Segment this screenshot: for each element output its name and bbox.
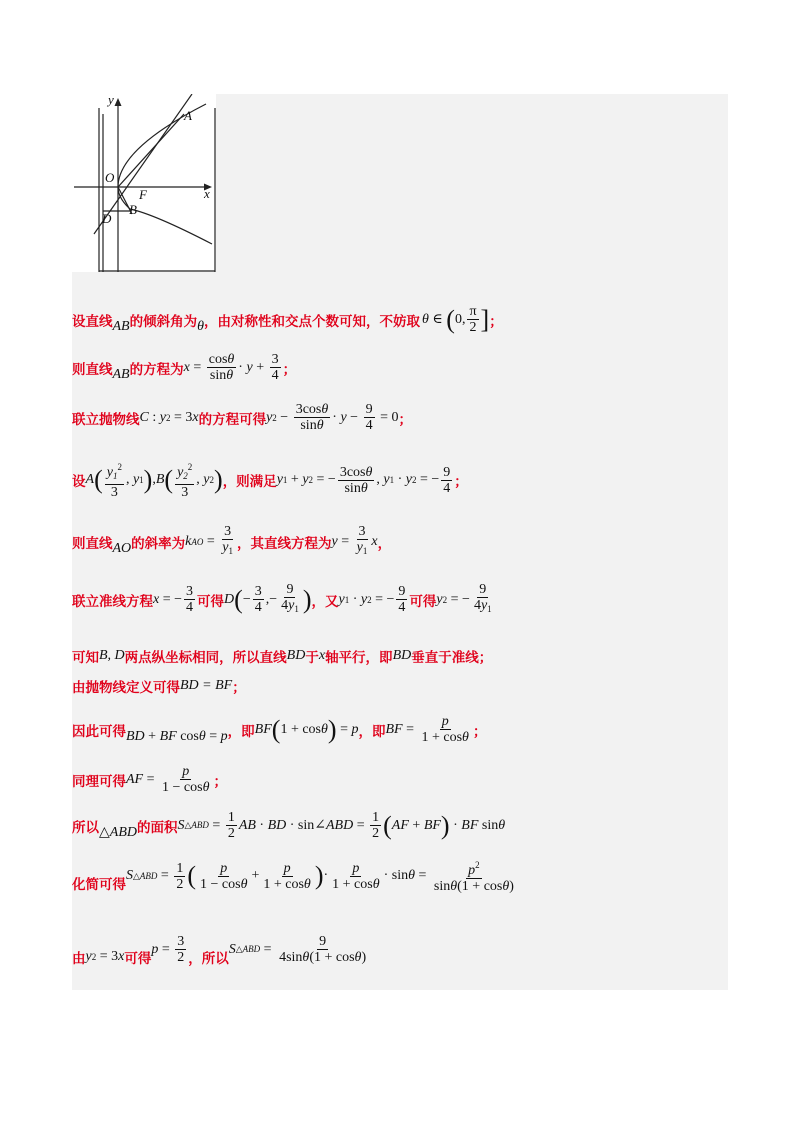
parabola-curve (118, 104, 212, 244)
label-b: B (129, 202, 137, 217)
line-5: 则直线 AO 的斜率为 k AO = $\frac{3}{y_1}$ ，其直线方程为 y = $\frac{3}{y_1}$ x ， (72, 524, 392, 556)
line-2: 则直线 AB 的方程为 x = $\frac{\cos\theta}{\sin\theta}$ · y + $\frac{3}{4}$ ； (72, 352, 297, 383)
line-3: 联立抛物线 C : y 2 = 3 x 的方程可得 y 2 − $\frac{3\cos\theta}{\sin\theta}$ · y − $\frac{9}{4}$ = 0 ； (72, 402, 412, 433)
line-7: 可知 B, D 两点纵坐标相同，所以直线 BD 于 x 轴平行，即 BD 垂直于准线； (72, 648, 493, 666)
line-1: 设直线 AB 的倾斜角为 θ ，由对称性和交点个数可知，不妨取 θ ∈ ( 0, $\frac{\pi}{2}$ ] ； (72, 304, 503, 335)
parabola-figure (72, 94, 216, 272)
label-y: y (108, 92, 114, 107)
line-6: 联立准线方程 x = − $\frac{3}{4}$ 可得 D ( − $\frac{3}{4}$ ,− $\frac{9}{4y_1}$ ) ，又 y 1 · y 2 = − $\frac{9}{4}$ 可得 y 2 = − $\frac{9}{4y_1}$ (72, 582, 492, 615)
label-a: A (184, 108, 192, 123)
label-f: F (139, 187, 147, 202)
line-13: 由 y 2 = 3 x 可得 p = $\frac{3}{2}$ ，所以 S △ABD = $\frac{9}{4\sin\theta(1 + \cos\theta)}$ (72, 934, 367, 967)
line-10: 同理可得 AF = $\frac{p}{1 - \cos\theta}$ ； (72, 764, 227, 795)
line-ao (118, 114, 184, 187)
line-11: 所以 △ABD 的面积 S △ABD = $\frac{1}{2}$ AB · BD · sin∠ ABD = $\frac{1}{2}$ ( AF + BF ) · BF sin θ (72, 810, 506, 841)
line-4: 设 A ( $\frac{y_1^2}{3}$ , y 1 ) , B ( $\frac{y_2^2}{3}$ , y 2 ) ，则满足 y 1 + y 2 = − $\frac{3\cos\theta}{\sin\theta}$ , y 1 · y 2 = − $\frac{9}{4}$ ； (72, 462, 468, 500)
label-d: D (102, 211, 112, 226)
line-9: 因此可得 BD + BF cos θ = p ，即 BF ( 1 + cos θ ) = p ，即 BF = $\frac{p}{1 + \cos\theta}$ ； (72, 714, 487, 745)
label-o: O (105, 170, 115, 185)
line-12: 化简可得 S △ABD = $\frac{1}{2}$ ( $\frac{p}{1 - \cos\theta}$ + $\frac{p}{1 + \cos\theta}$ ) · $\frac{p}{1 + \cos\theta}$ · sin θ = $\frac{p^2}{\sin\theta(1 + \cos\theta)}$ (72, 860, 514, 894)
line-8: 由抛物线定义可得 BD = BF ； (72, 678, 246, 696)
label-x: x (204, 186, 210, 201)
